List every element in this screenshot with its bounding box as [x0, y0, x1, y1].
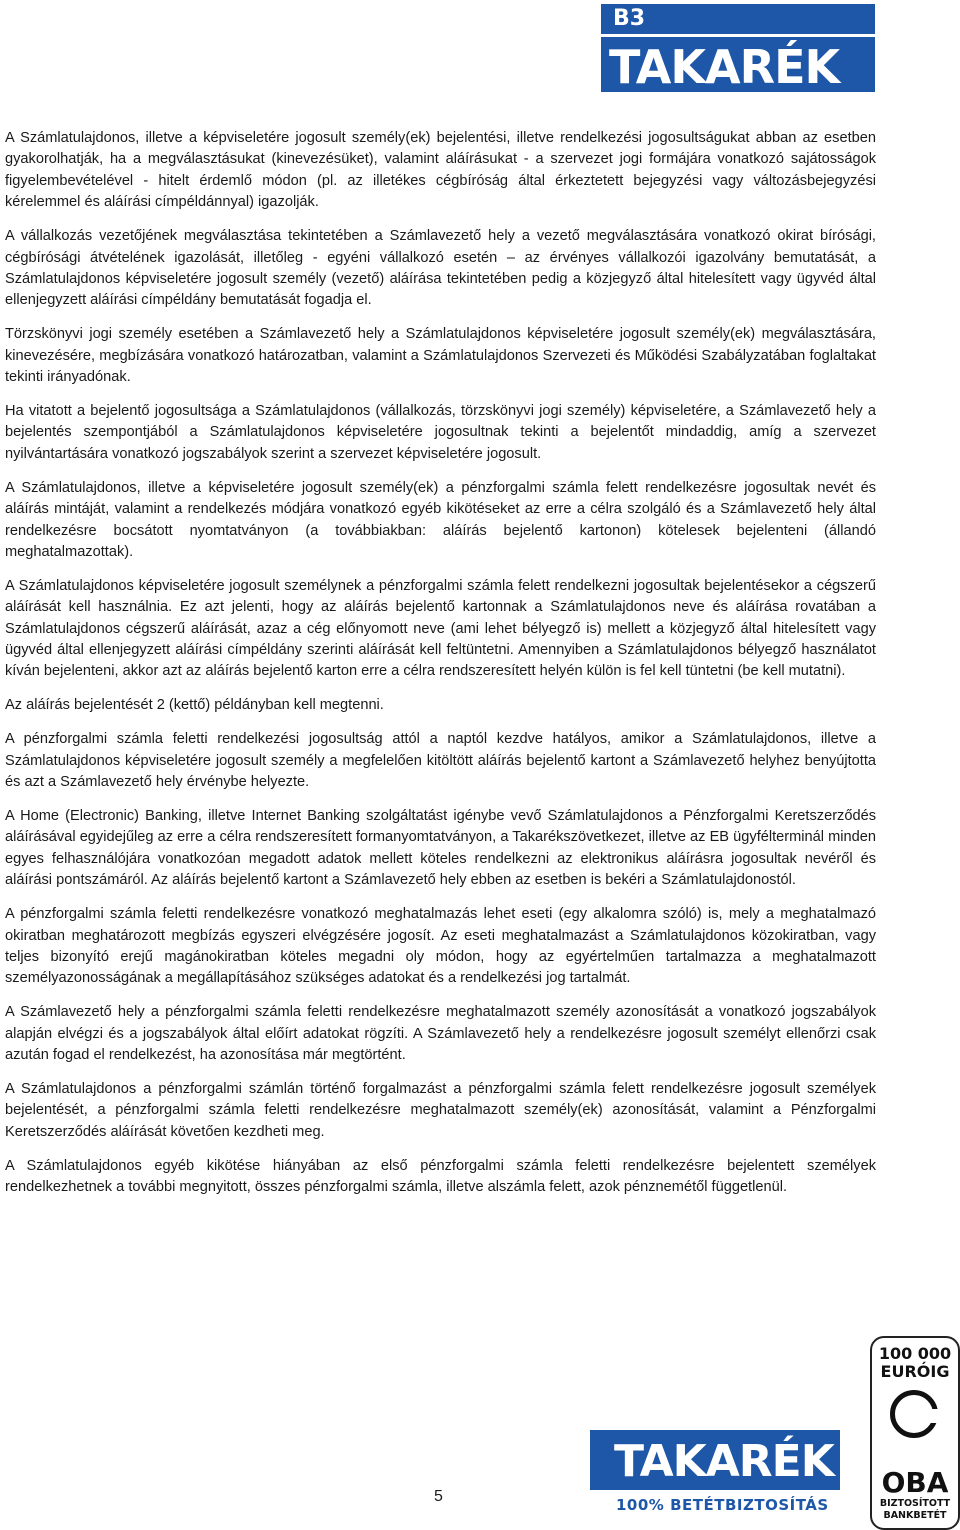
- oba-upto: EURÓIG: [880, 1362, 950, 1381]
- footer-takarek-logo: [590, 1430, 840, 1528]
- paragraph: Az aláírás bejelentését 2 (kettő) példányban kell megtenni.: [5, 697, 384, 714]
- oba-circle-icon: [890, 1390, 938, 1438]
- paragraph: A Számlatulajdonos, illetve a képviseletére jogosult személy(ek) a pénzforgalmi számla felett rendelkezésre jogosultak nevét és aláírás mintáját, valamint a rendelkezés módjára vonatkozó egyéb kikötéseket az erre a célra szolgáló és a Számlavezető hely által rendelkezésre bocsátott nyomtatványon (a továbbiakban: aláírás bejelentő kartonon) kötelesek bejelenteni (állandó meghatalmazottak).: [5, 479, 876, 560]
- paragraph: A pénzforgalmi számla feletti rendelkezésre vonatkozó meghatalmazás lehet eseti (egy alkalomra szóló) is, mely a meghatalmazó okiratban meghatározott megbízás egyszeri elvégzésére jogosít. Az eseti meghatalmazást a Számlatulajdonos közokiratban, vagy teljes bizonyító erejű magánokiratban köteles megadni oly módon, hogy az egyértelműen tartalmazza a meghatalmazott személyazonosságának a megállapításához szükséges adatokat és a rendelkezési jog tartalmát.: [5, 906, 876, 987]
- page-number: 5: [434, 1488, 443, 1505]
- document-body: [5, 128, 876, 1211]
- paragraph: A Számlatulajdonos egyéb kikötése hiányában az első pénzforgalmi számla feletti rendelkezésre bejelentett személyek rendelkezhetnek a további megnyitott, összes pénzforgalmi számla, illetve alszámla felett, azok pénznemétől függetlenül.: [5, 1157, 876, 1196]
- logo-wordmark: TAKARÉK: [609, 40, 840, 94]
- paragraph: A vállalkozás vezetőjének megválasztása tekintetében a Számlavezető hely a vezető megválasztására vonatkozó okirat bírósági, cégbírósági átvételének igazolását, illetőleg - egyéni vállalkozó esetén – az érvényes vállalkozói igazolvány bemutatását, a Számlatulajdonos képviseletére jogosult személy (vezető) aláírása tekintetében pedig a közjegyző által hitelesített vagy ügyvéd által ellenjegyzett aláírási címpéldány bemutatását fogadja el.: [5, 228, 876, 309]
- paragraph: Ha vitatott a bejelentő jogosultsága a Számlatulajdonos (vállalkozás, törzskönyvi jogi személy) képviseletére, a Számlavezető hely a bejelentés szempontjából a Számlatulajdonos képviseletére jogosultnak tekinti a bejelentőt mindaddig, amíg a szervezet nyilvántartására vonatkozó jogszabályok szerint a szervezet képviseletére jogosult.: [5, 402, 876, 462]
- paragraph: A Számlatulajdonos képviseletére jogosult személynek a pénzforgalmi számla felett rendelkezni jogosultak bejelentésekor a cégszerű aláírását kell használnia. Ez azt jelenti, hogy az aláírás bejelentő kartonnak a Számlatulajdonos neve és aláírása rovatában a Számlatulajdonos cégszerű aláírását, azaz a cég előnyomott neve (ami lehet bélyegző is) mellett a közjegyző által hitelesített vagy ügyvéd által ellenjegyzett aláírási címpéldány szerinti aláírását kell feltüntetni. Amennyiben a Számlatulajdonos bélyegző használatot kíván bejelenteni, akkor azt az aláírás bejelentő karton erre a célra rendszeresített helyén külön is fel kell tüntetni (be kell mutatni).: [5, 577, 876, 680]
- oba-brand: OBA: [881, 1466, 949, 1499]
- paragraph: A pénzforgalmi számla feletti rendelkezési jogosultság attól a naptól kezdve hatályos, amikor a Számlatulajdonos, illetve a Számlatulajdonos képviseletére jogosult személy a megfelelően kitöltött aláírás bejelentő kartont a Számlavezető helyhez benyújtotta és azt a Számlavezető hely érvénybe helyezte.: [5, 731, 876, 791]
- logo-divider: [601, 34, 875, 37]
- oba-amount: 100 000: [878, 1344, 952, 1363]
- paragraph: A Számlavezető hely a pénzforgalmi számla feletti rendelkezésre meghatalmazott személy azonosítását a vonatkozó jogszabályok alapján elvégzi és a jogszabályok által előírt adatokat rögzíti. A Számlavezető hely a rendelkezésre jogosult személyt ellenőrzi csak azután fogad el rendelkezést, ha azonosítása már megtörtént.: [5, 1004, 876, 1064]
- takarek-logo: [601, 4, 875, 92]
- paragraph: A Home (Electronic) Banking, illetve Internet Banking szolgáltatást igénybe vevő Számlatulajdonos a Pénzforgalmi Keretszerződés aláírásával egyidejűleg az erre a célra rendszeresített formanyomtatványon, a Takarékszövetkezet, illetve az EB ügyfélterminál minden egyes felhasználójára vonatkozóan megadott adatok mellett köteles rendelkezni az elektronikus aláírásra jogosultak nevéről és aláírási pontszámáról. Az aláírás bejelentő kartont a Számlavezető hely ebben az esetben is bekéri a Számlatulajdonostól.: [5, 807, 876, 889]
- paragraph: A Számlatulajdonos a pénzforgalmi számlán történő forgalmazást a pénzforgalmi számla felett rendelkezésre jogosult személyek bejelentését, a pénzforgalmi számla feletti rendelkezésre meghatalmazott személy(ek) azonosítását, valamint a Pénzforgalmi Keretszerződés aláírását követően kezdheti meg.: [5, 1080, 876, 1140]
- oba-line1: BIZTOSÍTOTT: [879, 1498, 951, 1509]
- footer-logo-slogan: 100% BETÉTBIZTOSÍTÁS: [616, 1496, 829, 1514]
- paragraph: A Számlatulajdonos, illetve a képviseletére jogosult személy(ek) bejelentési, illetve rendelkezési jogosultságukat abban az esetben gyakorolhatják, ha a megválasztásukat (kinevezésüket), valamint aláírásukat - a szervezet jogi formájára vonatkozó sajátosságok figyelembevételével - hitelt érdemlő módon (pl. az illetékes cégbíróság által érkeztetett bejegyzési vagy változásbejegyzési kérelemmel és aláírási címpéldánnyal) igazolják.: [5, 130, 876, 211]
- oba-badge: [870, 1336, 960, 1530]
- logo-prefix: B3: [613, 6, 646, 31]
- footer-logo-wordmark: TAKARÉK: [614, 1436, 834, 1487]
- oba-line2: BANKBETÉT: [883, 1510, 947, 1521]
- paragraph: Törzskönyvi jogi személy esetében a Számlavezető hely a Számlatulajdonos képviseletére jogosult személy(ek) megválasztására, kinevezésére, megbízására vonatkozó határozatban, valamint a Számlatulajdonos Szervezeti és Működési Szabályzatában foglaltakat tekinti irányadónak.: [5, 326, 876, 386]
